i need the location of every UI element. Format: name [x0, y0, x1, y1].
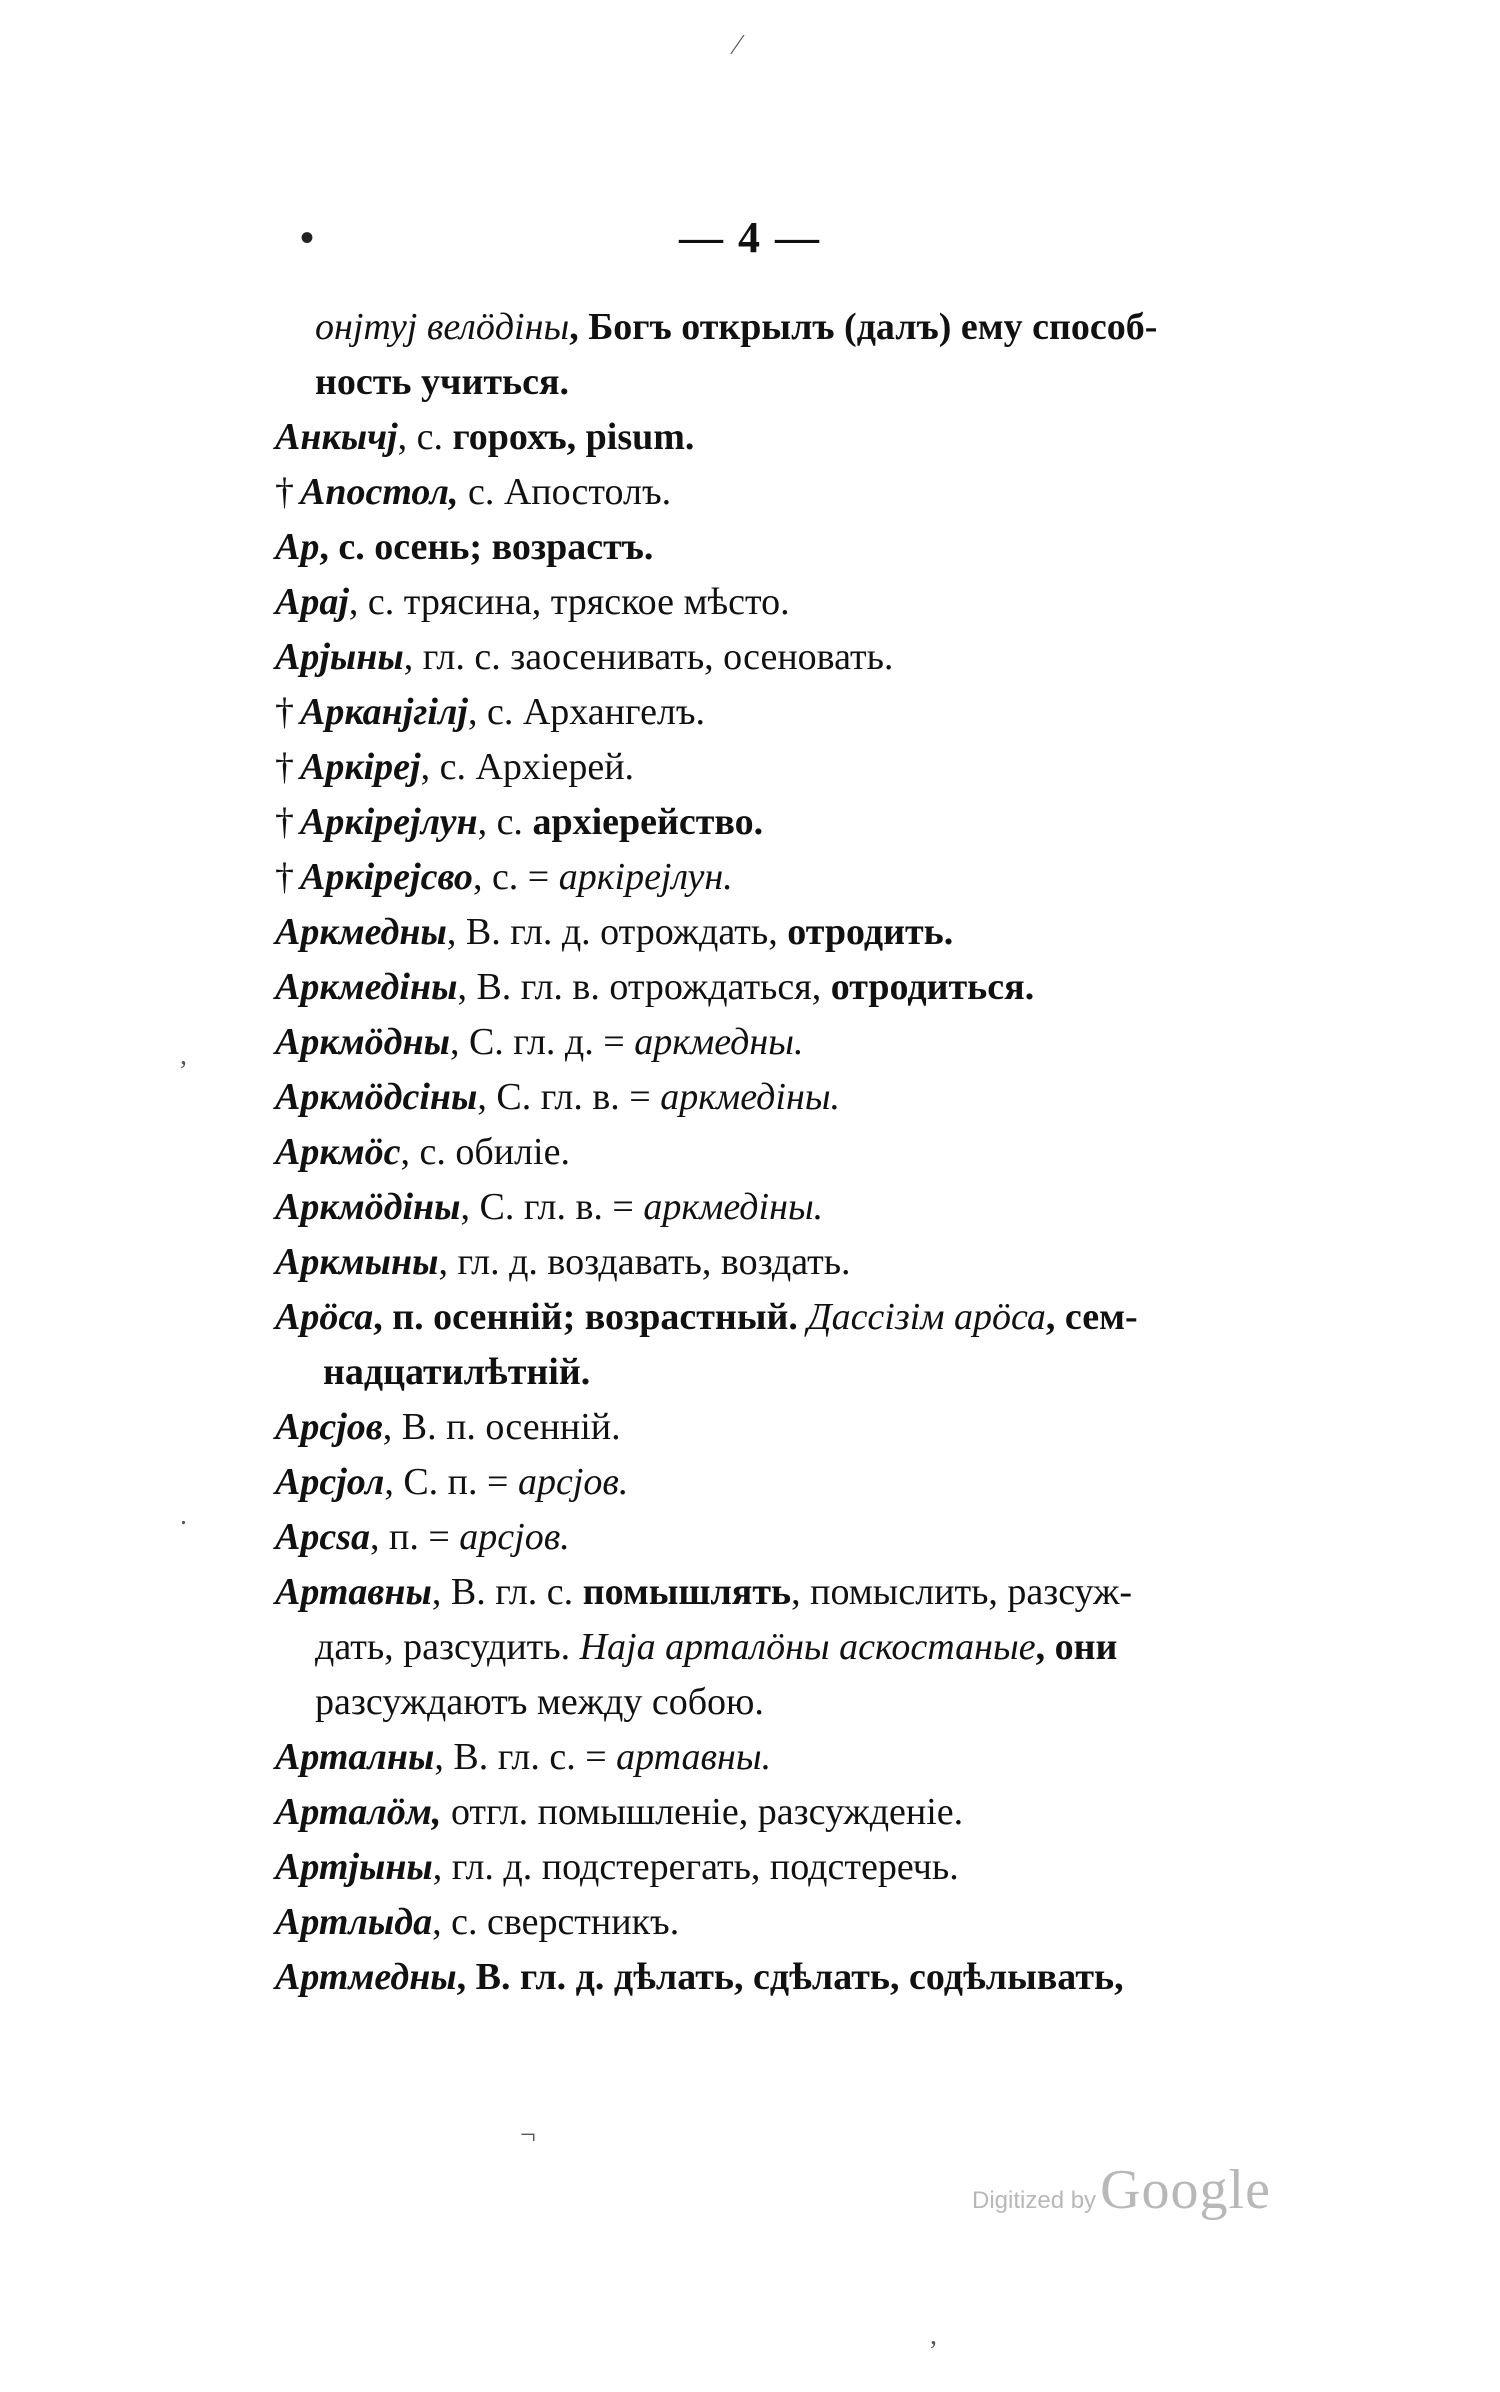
headword: Арöса: [275, 1296, 374, 1338]
entry-text: , помыслить, разсуж-: [791, 1571, 1133, 1613]
headword: Артмедны: [275, 1956, 457, 1998]
entry-text: онjтуj велöдiны: [315, 306, 570, 348]
church-term-marker: †: [275, 471, 294, 513]
dictionary-line: [275, 520, 1385, 575]
dictionary-line: [275, 1785, 1385, 1840]
dictionary-line: [275, 1015, 1385, 1070]
entry-text: , С. п. =: [384, 1461, 518, 1503]
entry-text: , В. гл. д. дѣлать, сдѣлать, содѣлывать,: [456, 1956, 1124, 1998]
dictionary-entries: [275, 300, 1385, 2005]
entry-text: разсуждаютъ между собою.: [315, 1681, 764, 1723]
headword: Арjыны: [275, 636, 404, 678]
dictionary-line: [275, 1180, 1385, 1235]
entry-text: , с. осень; возрастъ.: [319, 526, 654, 568]
headword: Артавны: [275, 1571, 432, 1613]
dictionary-line: [275, 740, 1385, 795]
entry-text: , с. обилiе.: [400, 1131, 570, 1173]
headword: Аркмöс: [275, 1131, 401, 1173]
print-speck: .: [180, 1500, 187, 1531]
entry-text: , п. =: [370, 1516, 460, 1558]
entry-text: , с. Архiерей.: [420, 746, 635, 788]
entry-text: , В. гл. с.: [431, 1571, 583, 1613]
dictionary-line: [275, 1950, 1385, 2005]
dictionary-line: [275, 1675, 1385, 1730]
headword: Аркмыны: [275, 1241, 439, 1283]
entry-text: , с. Архангелъ.: [467, 691, 706, 733]
headword: Апостол,: [300, 471, 459, 513]
dictionary-line: [275, 1070, 1385, 1125]
entry-text: отродиться.: [830, 966, 1035, 1008]
print-speck: ,: [930, 2320, 937, 2351]
entry-text: , гл. с. заосенивать, осеновать.: [403, 636, 894, 678]
entry-text: отродить.: [787, 911, 954, 953]
entry-text: Наjа арталöны аскостаные: [579, 1626, 1036, 1668]
headword: Арталны: [275, 1736, 435, 1778]
headword: Арсsа: [275, 1516, 370, 1558]
entry-text: арсjов.: [517, 1461, 629, 1503]
headword: Арканjгiлj: [300, 691, 468, 733]
entry-text: , С. гл. в. =: [460, 1186, 644, 1228]
dictionary-line: [275, 300, 1385, 355]
dictionary-line: [275, 1730, 1385, 1785]
print-speck: ⁄: [735, 30, 740, 61]
church-term-marker: †: [275, 856, 294, 898]
dictionary-line: [275, 575, 1385, 630]
entry-text: артавны.: [616, 1736, 772, 1778]
headword: Арсjол: [275, 1461, 385, 1503]
entry-text: помышлять: [582, 1571, 792, 1613]
headword: Арталöм,: [275, 1791, 442, 1833]
entry-text: , В. п. осеннiй.: [382, 1406, 621, 1448]
dictionary-line: [275, 1895, 1385, 1950]
headword: Аркiреj: [300, 746, 421, 788]
entry-text: , гл. д. подстерегать, подстеречь.: [432, 1846, 959, 1888]
entry-text: , С. гл. д. =: [449, 1021, 635, 1063]
headword: Аркмедны: [275, 911, 447, 953]
dictionary-line: [275, 1840, 1385, 1895]
dictionary-line: [275, 795, 1385, 850]
dictionary-line: [275, 960, 1385, 1015]
dictionary-line: [275, 1510, 1385, 1565]
dictionary-line: [275, 1565, 1385, 1620]
entry-text: , В. гл. с. =: [434, 1736, 617, 1778]
headword: Анкычj: [275, 416, 398, 458]
entry-text: аркмедiны.: [643, 1186, 824, 1228]
headword: Аркмöдны: [275, 1021, 450, 1063]
headword: Артлыда: [275, 1901, 433, 1943]
entry-text: отгл. помышленiе, разсужденiе.: [441, 1791, 964, 1833]
dictionary-line: [275, 850, 1385, 905]
entry-text: дать, разсудить.: [315, 1626, 580, 1668]
dictionary-line: [275, 1400, 1385, 1455]
entry-text: , сем-: [1045, 1296, 1138, 1338]
dictionary-line: [275, 905, 1385, 960]
entry-text: , Богъ открылъ (далъ) ему способ-: [569, 306, 1158, 348]
dictionary-line: [275, 410, 1385, 465]
print-speck: ¬: [520, 2120, 536, 2151]
dictionary-line: [275, 355, 1385, 410]
headword: Аркмöдiны: [275, 1186, 461, 1228]
entry-text: арсjов.: [459, 1516, 570, 1558]
headword: Ар: [275, 526, 320, 568]
entry-text: , С. гл. в. =: [477, 1076, 661, 1118]
headword: Араj: [275, 581, 349, 623]
entry-text: Дассiзiм арöса: [807, 1296, 1046, 1338]
church-term-marker: †: [275, 801, 294, 843]
dictionary-line: [275, 1290, 1385, 1345]
headword: Аркiреjсво: [300, 856, 473, 898]
print-speck: ,: [180, 1040, 187, 1071]
dictionary-line: [275, 1455, 1385, 1510]
dictionary-line: [275, 1345, 1385, 1400]
church-term-marker: †: [275, 691, 294, 733]
entry-text: аркмедны.: [634, 1021, 804, 1063]
dictionary-line: [275, 1235, 1385, 1290]
entry-text: аркмедiны.: [660, 1076, 841, 1118]
entry-text: , В. гл. д. отрождать,: [446, 911, 788, 953]
page-number: — 4 —: [679, 213, 821, 262]
entry-text: , они: [1035, 1626, 1118, 1668]
google-watermark: [972, 2158, 1271, 2222]
entry-text: , п. осеннiй; возрастный.: [373, 1296, 808, 1338]
headword: Аркiреjлун: [300, 801, 478, 843]
dictionary-line: [275, 1620, 1385, 1675]
entry-text: , с. =: [472, 856, 559, 898]
dictionary-line: [275, 630, 1385, 685]
google-logo: Google: [1100, 2159, 1271, 2221]
church-term-marker: †: [275, 746, 294, 788]
dictionary-line: [275, 465, 1385, 520]
dictionary-line: [275, 685, 1385, 740]
dictionary-line: [275, 1125, 1385, 1180]
headword: Арсjов: [275, 1406, 383, 1448]
headword: Аркмöдсiны: [275, 1076, 478, 1118]
print-dot: •: [300, 215, 315, 260]
entry-text: , В. гл. в. отрождаться,: [457, 966, 831, 1008]
entry-text: , с.: [477, 801, 533, 843]
entry-text: ность учиться.: [315, 361, 570, 403]
entry-text: горохъ, pisum.: [452, 416, 695, 458]
entry-text: с. Апостолъ.: [458, 471, 672, 513]
entry-text: , гл. д. воздавать, воздать.: [438, 1241, 851, 1283]
entry-text: аркiреjлун.: [558, 856, 733, 898]
entry-text: , с. сверстникъ.: [432, 1901, 680, 1943]
entry-text: архiерейство.: [532, 801, 764, 843]
headword: Аркмедiны: [275, 966, 458, 1008]
entry-text: , с. трясина, тряское мѣсто.: [348, 581, 790, 623]
headword: Артjыны: [275, 1846, 433, 1888]
entry-text: , с.: [397, 416, 453, 458]
entry-text: надцатилѣтнiй.: [323, 1351, 591, 1393]
watermark-small-text: Digitized by: [972, 2187, 1097, 2214]
